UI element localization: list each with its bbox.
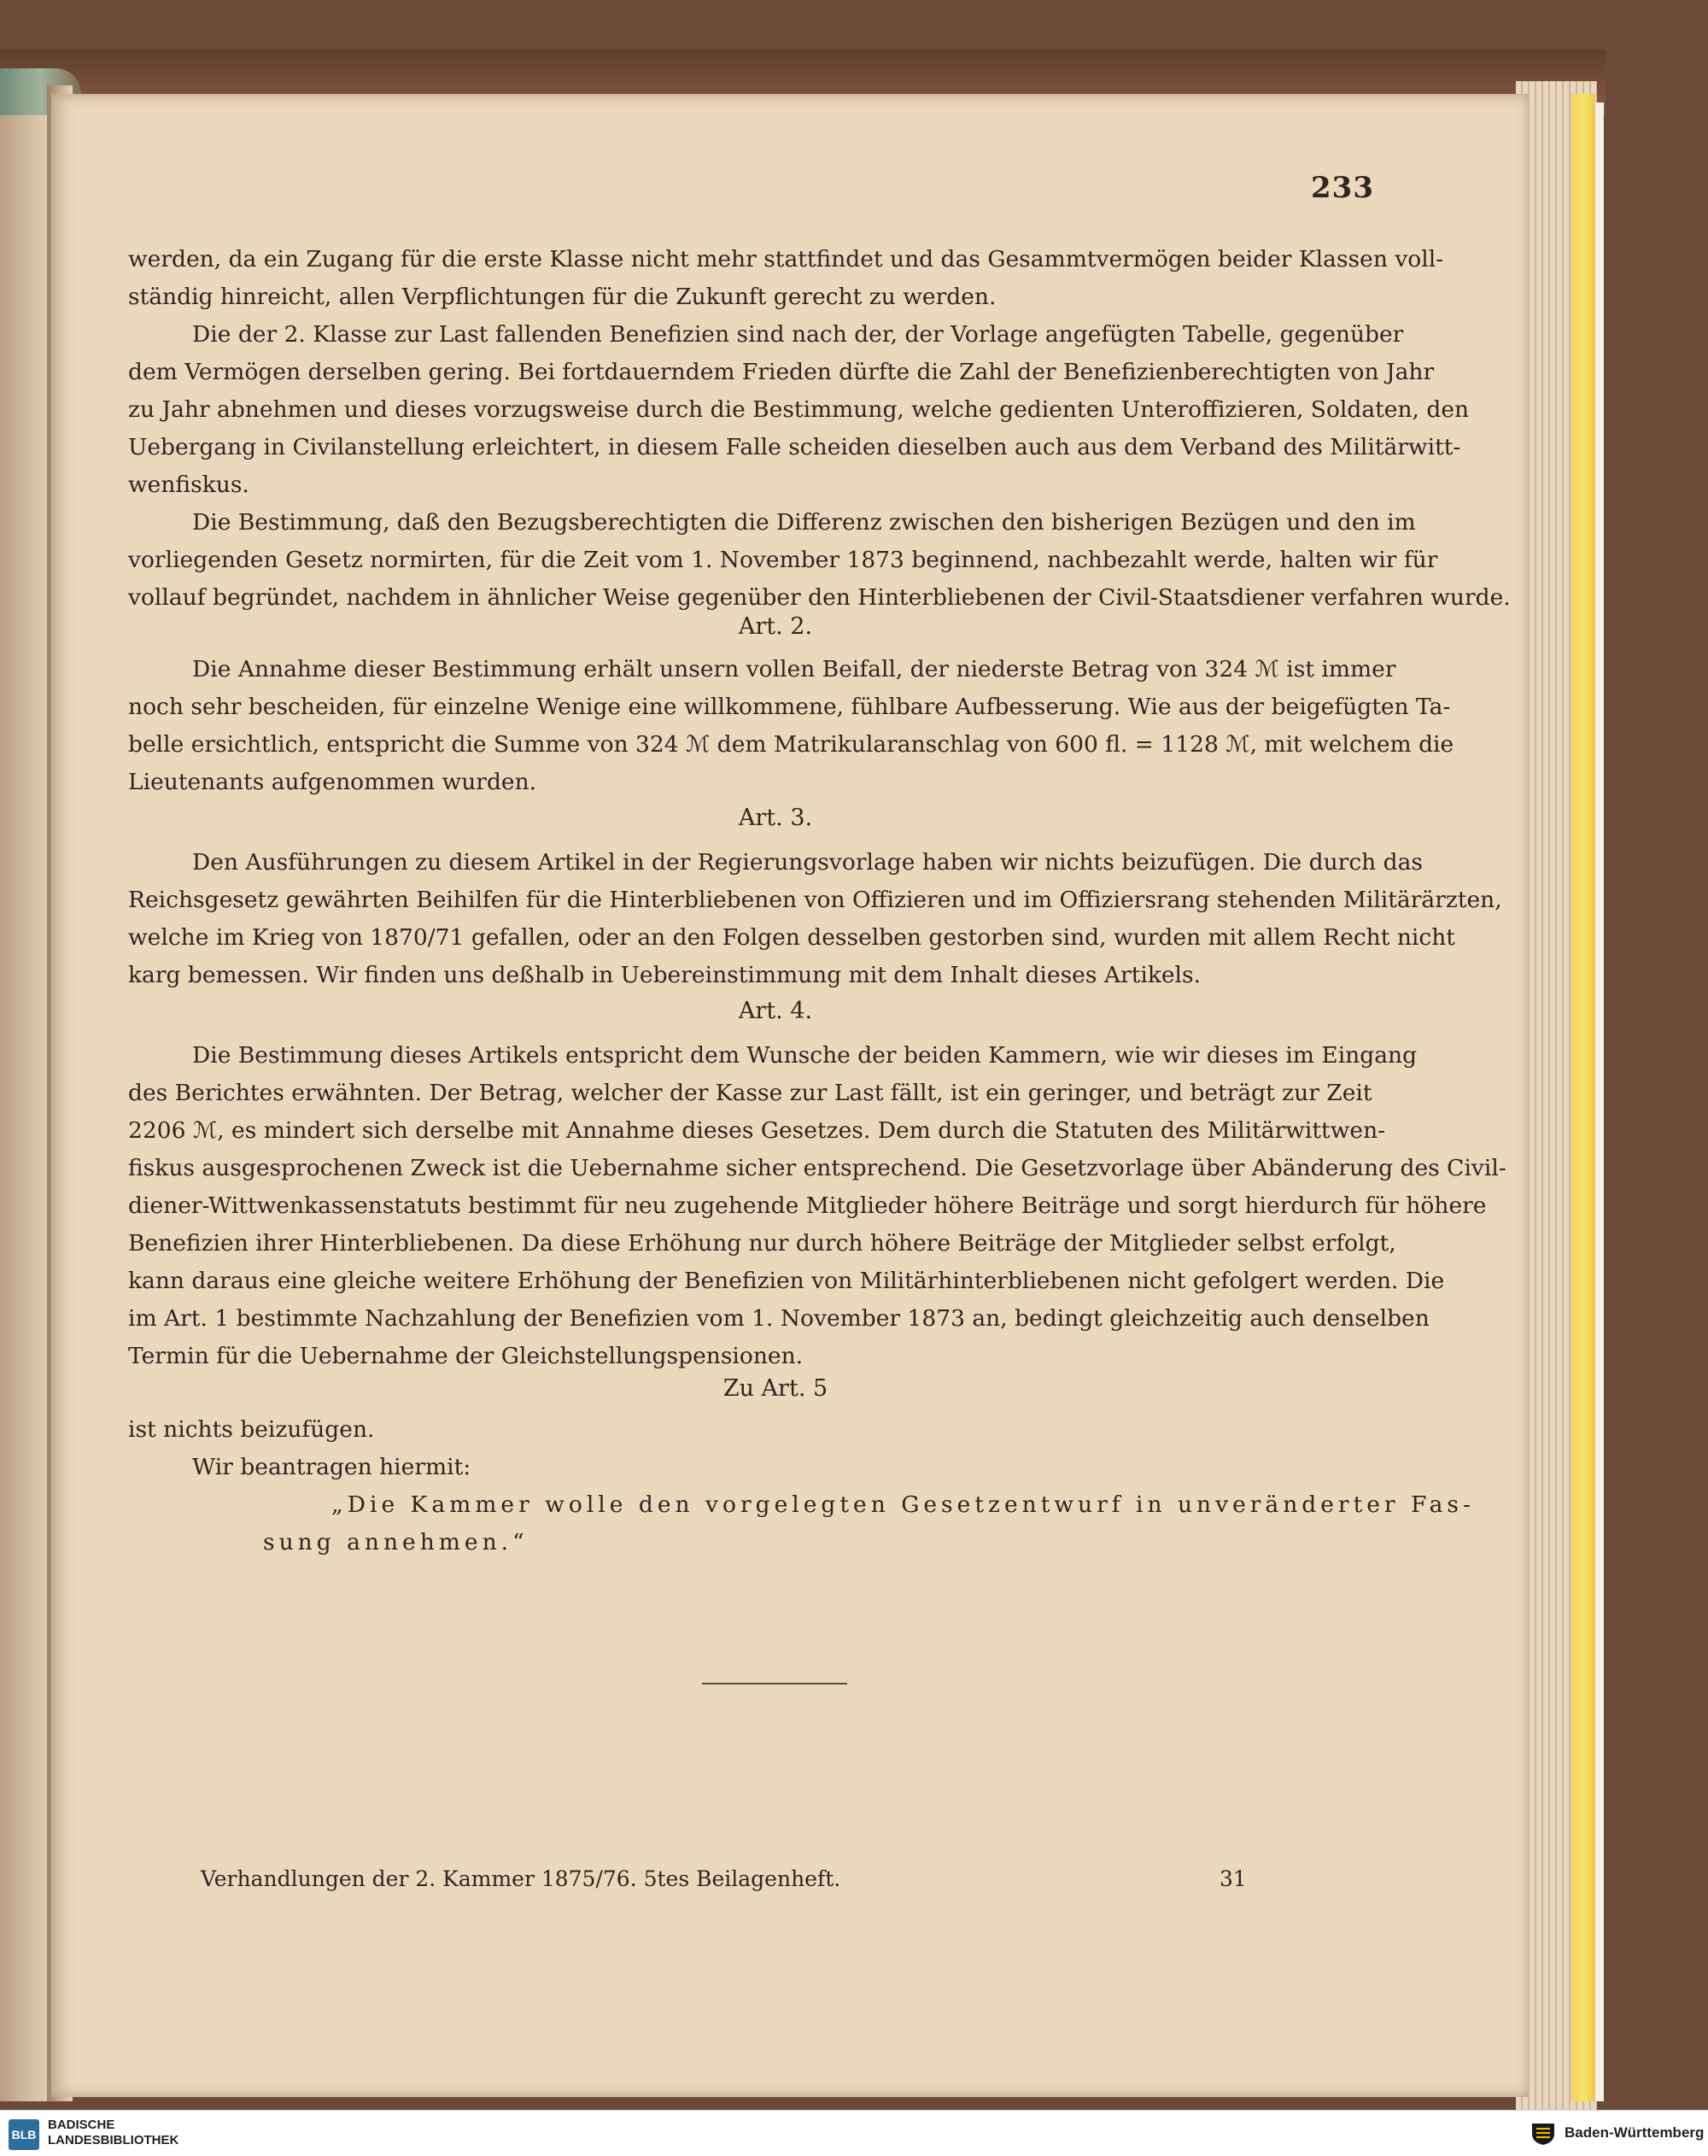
text-line: Den Ausführungen zu diesem Artikel in der Regierungsvorlage haben wir nichts beizufügen. Die durch das bbox=[192, 849, 1424, 876]
section-heading-art4: Art. 4. bbox=[738, 998, 813, 1024]
state-name: Baden-Württemberg bbox=[1565, 2124, 1705, 2141]
text-line: Die der 2. Klasse zur Last fallenden Benefizien sind nach der, der Vorlage angefügten Tabelle, gegenüber bbox=[192, 321, 1404, 348]
text-line: belle ersichtlich, entspricht die Summe von 324 ℳ dem Matrikularanschlag von 600 fl. = 1128 ℳ, mit welchem die bbox=[128, 731, 1454, 758]
motion-quote-line: „Die Kammer wolle den vorgelegten Gesetzentwurf in unveränderter Fas- bbox=[331, 1491, 1475, 1518]
library-footer-bar bbox=[0, 2110, 1708, 2156]
baden-wuerttemberg-crest-icon bbox=[1529, 2122, 1558, 2146]
section-heading-art2: Art. 2. bbox=[738, 613, 813, 640]
text-line: wenfiskus. bbox=[128, 472, 249, 498]
text-line: Lieutenants aufgenommen wurden. bbox=[128, 769, 537, 795]
text-line: Termin für die Uebernahme der Gleichstellungspensionen. bbox=[128, 1343, 804, 1369]
text-line: diener-Wittwenkassenstatuts bestimmt für neu zugehende Mitglieder höhere Beiträge und sorgt hierdurch für höhere bbox=[128, 1192, 1487, 1219]
text-line: kann daraus eine gleiche weitere Erhöhung der Benefizien von Militärhinterbliebenen nicht gefolgert werden. Die bbox=[128, 1268, 1445, 1294]
text-line: noch sehr bescheiden, für einzelne Wenige eine willkommene, fühlbare Aufbesserung. Wie aus der beigefügten Ta- bbox=[128, 694, 1451, 720]
text-line: 2206 ℳ, es mindert sich derselbe mit Annahme dieses Gesetzes. Dem durch die Statuten des Militärwittwen- bbox=[128, 1117, 1386, 1144]
text-line: vollauf begründet, nachdem in ähnlicher Weise gegenüber den Hinterbliebenen der Civil-Staatsdiener verfahren wurde. bbox=[128, 584, 1511, 611]
footer-source: Verhandlungen der 2. Kammer 1875/76. 5tes Beilagenheft. bbox=[201, 1866, 841, 1891]
text-line: ist nichts beizufügen. bbox=[128, 1416, 375, 1443]
separator-rule bbox=[702, 1683, 847, 1684]
text-line: karg bemessen. Wir finden uns deßhalb in Uebereinstimmung mit dem Inhalt dieses Artikels. bbox=[128, 962, 1202, 988]
yellow-page-edge bbox=[1571, 94, 1595, 2101]
library-name-line1: BADISCHE bbox=[48, 2118, 115, 2132]
motion-quote-line: sung annehmen.“ bbox=[263, 1529, 529, 1555]
footer-sheet-number: 31 bbox=[1220, 1866, 1247, 1891]
text-line: Die Bestimmung dieses Artikels entspricht dem Wunsche der beiden Kammern, wie wir dieses im Eingang bbox=[192, 1042, 1418, 1069]
white-page-edge bbox=[1595, 103, 1604, 2101]
library-name-line2: LANDESBIBLIOTHEK bbox=[48, 2133, 179, 2147]
text-line: vorliegenden Gesetz normirten, für die Zeit vom 1. November 1873 beginnend, nachbezahlt werde, halten wir für bbox=[128, 547, 1438, 573]
text-line: Wir beantragen hiermit: bbox=[192, 1454, 471, 1480]
text-line: werden, da ein Zugang für die erste Klasse nicht mehr stattfindet und das Gesammtvermögen beider Klassen voll- bbox=[128, 246, 1444, 272]
text-line: Benefizien ihrer Hinterbliebenen. Da diese Erhöhung nur durch höhere Beiträge der Mitglieder selbst erfolgt, bbox=[128, 1230, 1396, 1257]
text-line: zu Jahr abnehmen und dieses vorzugsweise durch die Bestimmung, welche gedienten Unteroffizieren, Soldaten, den bbox=[128, 396, 1470, 423]
library-name bbox=[48, 2118, 178, 2148]
text-line: fiskus ausgesprochenen Zweck ist die Uebernahme sicher entsprechend. Die Gesetzvorlage über Abänderung des Civil- bbox=[128, 1155, 1506, 1181]
section-heading-art3: Art. 3. bbox=[738, 805, 813, 831]
left-page-edge bbox=[0, 77, 47, 2101]
text-line: dem Vermögen derselben gering. Bei fortdauerndem Frieden dürfte die Zahl der Benefizienberechtigten von Jahr bbox=[128, 359, 1435, 385]
text-line: im Art. 1 bestimmte Nachzahlung der Benefizien vom 1. November 1873 an, bedingt gleichzeitig auch denselben bbox=[128, 1305, 1430, 1332]
text-line: Reichsgesetz gewährten Beihilfen für die Hinterbliebenen von Offizieren und im Offiziersrang stehenden Militärärzten, bbox=[128, 887, 1502, 913]
text-line: des Berichtes erwähnten. Der Betrag, welcher der Kasse zur Last fällt, ist ein geringer, und beträgt zur Zeit bbox=[128, 1080, 1372, 1106]
text-line: ständig hinreicht, allen Verpflichtungen für die Zukunft gerecht zu werden. bbox=[128, 284, 997, 310]
section-heading-art5: Zu Art. 5 bbox=[722, 1375, 828, 1402]
blb-logo-icon: BLB bbox=[9, 2119, 39, 2150]
text-line: welche im Krieg von 1870/71 gefallen, oder an den Folgen desselben gestorben sind, wurden mit allem Recht nicht bbox=[128, 924, 1455, 951]
text-line: Uebergang in Civilanstellung erleichtert, in diesem Falle scheiden dieselben auch aus dem Verband des Militärwitt- bbox=[128, 434, 1461, 460]
text-line: Die Annahme dieser Bestimmung erhält unsern vollen Beifall, der niederste Betrag von 324 ℳ ist immer bbox=[192, 656, 1396, 683]
text-line: Die Bestimmung, daß den Bezugsberechtigten die Differenz zwischen den bisherigen Bezügen und den im bbox=[192, 509, 1416, 536]
page-number: 233 bbox=[1311, 171, 1374, 205]
